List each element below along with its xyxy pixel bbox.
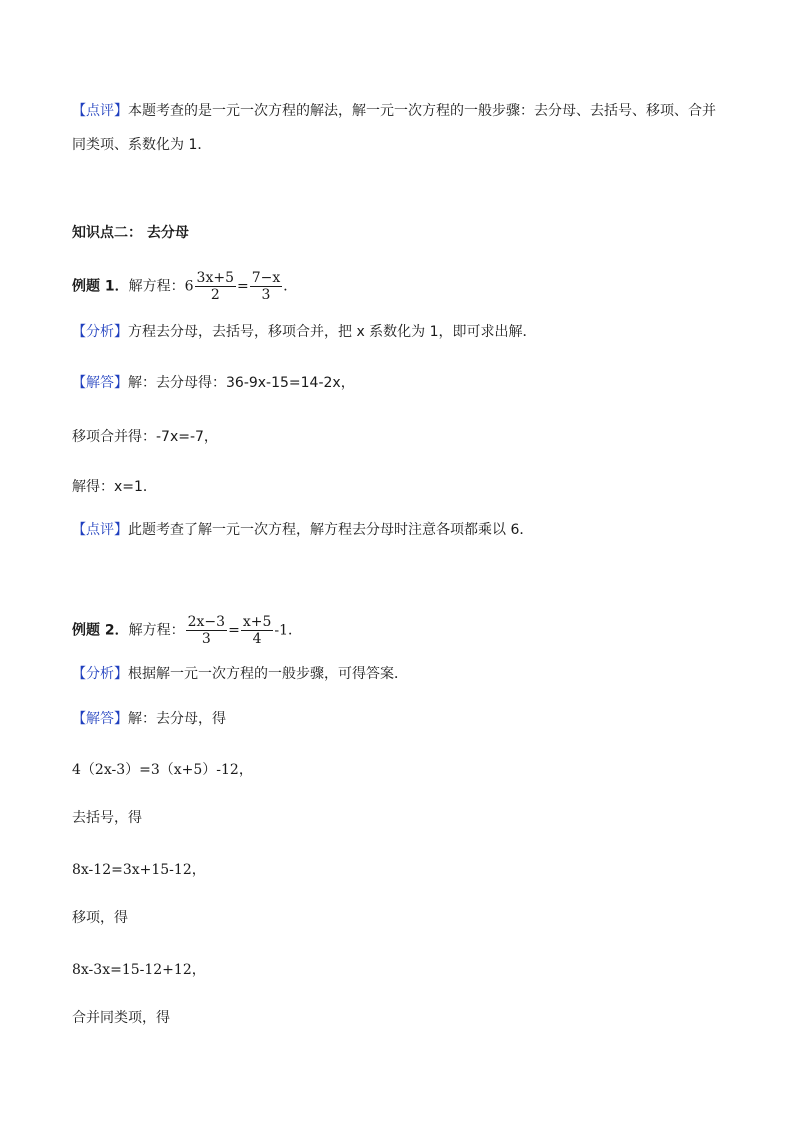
example2-tail: -1． bbox=[274, 622, 302, 639]
example2-answer bbox=[72, 709, 226, 729]
fraction-denominator: 2 bbox=[210, 287, 220, 303]
answer-text: 解：去分母，得 bbox=[128, 711, 226, 727]
example1-label: 例题 1． bbox=[72, 278, 129, 295]
example2-fraction-left bbox=[186, 614, 227, 647]
example2-line: 4（2x-3）=3（x+5）-12， bbox=[72, 762, 253, 778]
analysis-tag: 【分析】 bbox=[72, 666, 128, 682]
fraction-denominator: 4 bbox=[252, 631, 262, 647]
example2-line: 移项，得 bbox=[72, 910, 128, 926]
example1-question bbox=[72, 270, 297, 303]
comment-text-2: 同类项、系数化为 1． bbox=[72, 137, 212, 153]
fraction-numerator: 7−x bbox=[251, 270, 281, 286]
answer-text: 解：去分母得：36-9x-15=14-2x， bbox=[128, 375, 355, 391]
equals-sign: = bbox=[228, 622, 240, 639]
analysis-text: 根据解一元一次方程的一般步骤，可得答案． bbox=[128, 666, 408, 682]
example2-question bbox=[72, 614, 302, 647]
comment-paragraph-line1 bbox=[72, 101, 716, 121]
analysis-text: 方程去分母，去括号，移项合并，把 x 系数化为 1，即可求出解． bbox=[128, 324, 537, 340]
comment-tag: 【点评】 bbox=[72, 522, 128, 538]
fraction-numerator: 3x+5 bbox=[196, 270, 234, 286]
comment-text-1: 本题考查的是一元一次方程的解法，解一元一次方程的一般步骤：去分母、去括号、移项、合并 bbox=[128, 103, 716, 119]
comment-paragraph-line2 bbox=[72, 135, 211, 155]
example2-line: 8x-3x=15-12+12， bbox=[72, 962, 206, 978]
equals-sign: = bbox=[237, 278, 249, 295]
example1-answer bbox=[72, 373, 355, 393]
example2-fraction-right bbox=[241, 614, 274, 647]
example1-step2: 移项合并得：-7x=-7， bbox=[72, 429, 218, 445]
example1-end: ． bbox=[283, 278, 298, 295]
example1-fraction-right bbox=[250, 270, 283, 303]
comment-tag: 【点评】 bbox=[72, 103, 128, 119]
example1-analysis bbox=[72, 322, 537, 342]
answer-tag: 【解答】 bbox=[72, 711, 128, 727]
fraction-numerator: x+5 bbox=[242, 614, 272, 630]
example1-comment bbox=[72, 520, 533, 540]
example2-line: 去括号，得 bbox=[72, 810, 142, 826]
analysis-tag: 【分析】 bbox=[72, 324, 128, 340]
example1-fraction-left bbox=[195, 270, 236, 303]
answer-tag: 【解答】 bbox=[72, 375, 128, 391]
fraction-denominator: 3 bbox=[201, 631, 211, 647]
example1-lead: 6 bbox=[184, 278, 194, 295]
comment-text: 此题考查了解一元一次方程，解方程去分母时注意各项都乘以 6． bbox=[128, 522, 534, 538]
example2-line: 合并同类项，得 bbox=[72, 1010, 170, 1026]
example1-step3: 解得：x=1． bbox=[72, 479, 157, 495]
fraction-denominator: 3 bbox=[261, 287, 271, 303]
example2-analysis bbox=[72, 664, 408, 684]
example2-prompt: 解方程： bbox=[128, 622, 185, 639]
example2-label: 例题 2． bbox=[72, 622, 129, 639]
example1-prompt: 解方程： bbox=[128, 278, 185, 295]
example2-line: 8x-12=3x+15-12， bbox=[72, 862, 206, 878]
section-title: 知识点二： 去分母 bbox=[72, 225, 189, 241]
fraction-numerator: 2x−3 bbox=[187, 614, 226, 630]
